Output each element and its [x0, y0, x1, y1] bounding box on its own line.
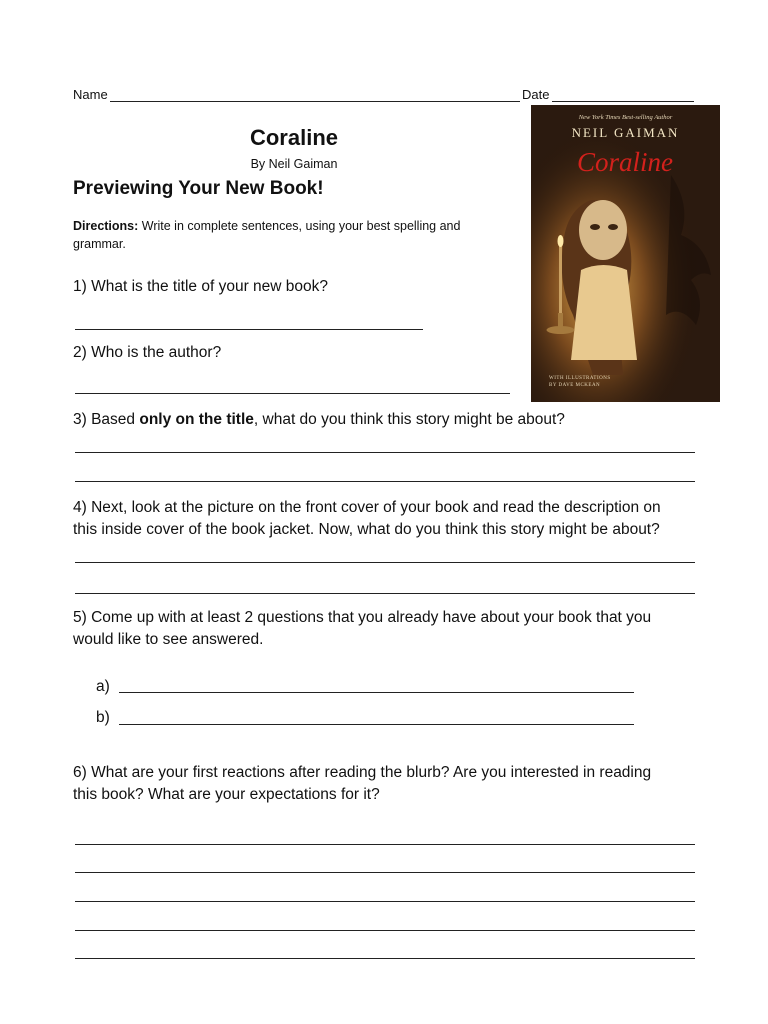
question-5-line1: 5) Come up with at least 2 questions that you already have about your book that you — [73, 609, 652, 626]
answer-line-q3-2[interactable] — [75, 481, 695, 482]
question-3-end: , what do you think this story might be about? — [253, 411, 565, 428]
question-6-line1: 6) What are your first reactions after reading the blurb? Are you interested in reading — [73, 764, 652, 781]
question-4-line2: this inside cover of the book jacket. Now, what do you think this story might be about? — [73, 521, 660, 538]
answer-line-q6-5[interactable] — [75, 958, 695, 959]
name-field-line[interactable] — [110, 101, 520, 102]
answer-line-q6-2[interactable] — [75, 872, 695, 873]
question-5b-label: b) — [96, 709, 110, 726]
question-1: 1) What is the title of your new book? — [73, 278, 329, 295]
directions-text: Write in complete sentences, using your best spelling and grammar. — [73, 219, 461, 251]
answer-line-q1[interactable] — [75, 329, 423, 330]
date-label: Date — [522, 87, 550, 102]
book-byline: By Neil Gaiman — [250, 157, 338, 171]
question-5-line2: would like to see answered. — [73, 631, 264, 648]
answer-line-q5a[interactable] — [119, 692, 634, 693]
cover-credit-line2: BY DAVE MCKEAN — [549, 383, 601, 388]
question-6-line2: this book? What are your expectations for it? — [73, 786, 380, 803]
answer-line-q5b[interactable] — [119, 724, 634, 725]
question-3-start: 3) Based — [73, 411, 140, 428]
answer-line-q6-4[interactable] — [75, 930, 695, 931]
answer-line-q2[interactable] — [75, 393, 510, 394]
answer-line-q3-1[interactable] — [75, 452, 695, 453]
name-label: Name — [73, 87, 108, 102]
date-field-line[interactable] — [552, 101, 694, 102]
answer-line-q6-3[interactable] — [75, 901, 695, 902]
answer-line-q4-1[interactable] — [75, 562, 695, 563]
answer-line-q6-1[interactable] — [75, 844, 695, 845]
cover-title: Coraline — [577, 147, 674, 177]
cover-author: NEIL GAIMAN — [571, 125, 680, 140]
cover-tagline: New York Times Best-selling Author — [578, 114, 673, 121]
directions-label: Directions: — [73, 219, 139, 233]
question-4-line1: 4) Next, look at the picture on the front cover of your book and read the description on — [73, 499, 661, 516]
book-title: Coraline — [249, 125, 339, 150]
cover-credit-line1: WITH ILLUSTRATIONS — [549, 376, 611, 381]
question-3-emphasis: only on the title — [139, 411, 254, 428]
directions — [73, 217, 513, 253]
book-cover-image — [531, 105, 720, 402]
answer-line-q4-2[interactable] — [75, 593, 695, 594]
section-heading: Previewing Your New Book! — [73, 178, 324, 199]
question-3 — [73, 409, 565, 431]
question-5a-label: a) — [96, 678, 110, 695]
question-2: 2) Who is the author? — [73, 344, 222, 361]
